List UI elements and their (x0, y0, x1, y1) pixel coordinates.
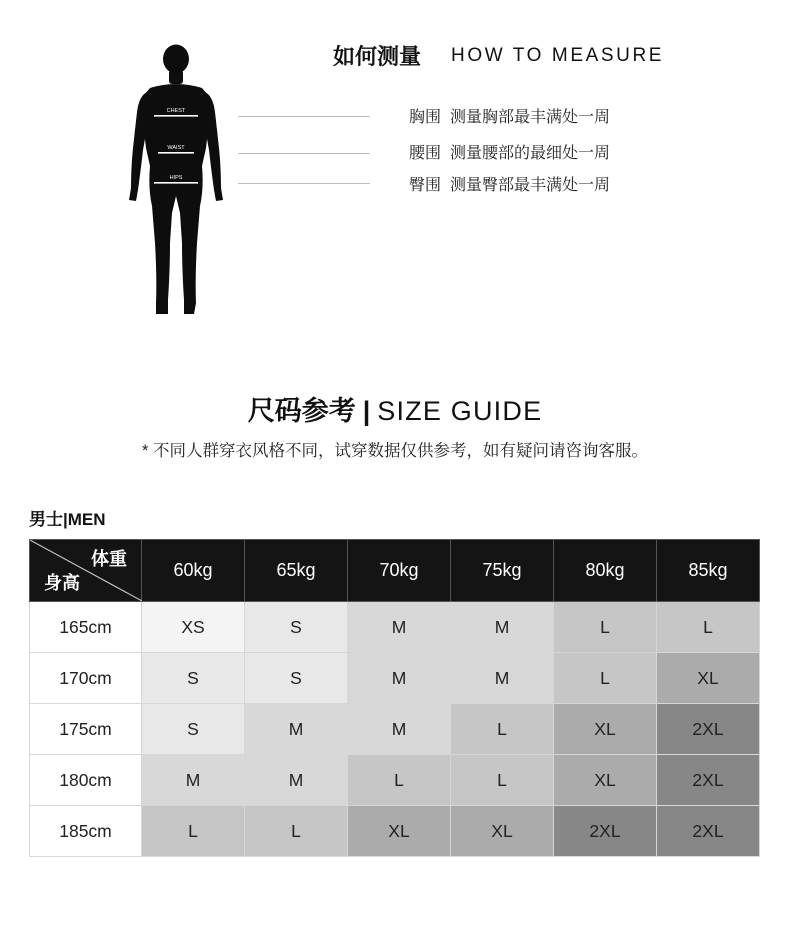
table-row (30, 806, 760, 857)
height-label: 175cm (30, 704, 142, 755)
size-cell: XS (142, 602, 245, 653)
measure-item-name: 胸围 (409, 109, 442, 126)
table-row (30, 653, 760, 704)
corner-height-label: 身高 (44, 573, 80, 593)
size-cell: 2XL (657, 806, 760, 857)
table-row (30, 755, 760, 806)
size-cell: L (348, 755, 451, 806)
height-label: 180cm (30, 755, 142, 806)
size-cell: 2XL (657, 704, 760, 755)
weight-header: 80kg (554, 540, 657, 602)
measure-item-hips (409, 172, 610, 195)
weight-header: 85kg (657, 540, 760, 602)
height-label: 165cm (30, 602, 142, 653)
size-cell: M (451, 653, 554, 704)
weight-header: 70kg (348, 540, 451, 602)
title-separator: | (362, 396, 371, 426)
size-cell: M (348, 602, 451, 653)
height-label: 170cm (30, 653, 142, 704)
table-header-row (30, 540, 760, 602)
table-corner-cell (30, 540, 142, 602)
body-silhouette-icon (110, 38, 240, 320)
size-cell: M (348, 704, 451, 755)
measure-title-en: HOW TO MEASURE (451, 45, 665, 66)
size-cell: L (245, 806, 348, 857)
measure-item-waist (409, 140, 610, 163)
size-cell: 2XL (554, 806, 657, 857)
body-silhouette (110, 38, 240, 320)
size-cell: XL (554, 704, 657, 755)
hips-guide-line (238, 183, 370, 184)
weight-header: 65kg (245, 540, 348, 602)
size-guide-title-cn: 尺码参考 (247, 396, 356, 426)
size-cell: S (245, 602, 348, 653)
measure-item-name: 臀围 (409, 177, 442, 194)
chest-label: CHEST (166, 108, 186, 114)
measure-item-desc: 测量臀部最丰满处一周 (450, 177, 611, 194)
measure-item-desc: 测量胸部最丰满处一周 (450, 109, 611, 126)
size-cell: S (142, 653, 245, 704)
chest-guide-line (238, 116, 370, 117)
table-row (30, 704, 760, 755)
size-cell: XL (657, 653, 760, 704)
size-cell: XL (554, 755, 657, 806)
size-cell: M (451, 602, 554, 653)
size-cell: S (245, 653, 348, 704)
size-cell: L (554, 602, 657, 653)
size-cell: M (245, 755, 348, 806)
size-cell: XL (348, 806, 451, 857)
size-guide-title (0, 389, 790, 428)
weight-header: 75kg (451, 540, 554, 602)
size-cell: L (451, 704, 554, 755)
size-cell: XL (451, 806, 554, 857)
measure-item-desc: 测量腰部的最细处一周 (450, 145, 611, 162)
size-cell: L (554, 653, 657, 704)
size-cell: 2XL (657, 755, 760, 806)
table-row (30, 602, 760, 653)
size-table (29, 539, 760, 857)
size-guide-title-en: SIZE GUIDE (377, 396, 543, 426)
size-cell: M (142, 755, 245, 806)
corner-weight-label: 体重 (91, 549, 127, 569)
measure-item-name: 腰围 (409, 145, 442, 162)
waist-guide-line (238, 153, 370, 154)
size-cell: S (142, 704, 245, 755)
size-cell: M (245, 704, 348, 755)
waist-label: WAIST (167, 145, 185, 151)
size-cell: L (451, 755, 554, 806)
height-label: 185cm (30, 806, 142, 857)
weight-header: 60kg (142, 540, 245, 602)
hips-label: HIPS (169, 175, 183, 181)
measure-title: 如何测量 (333, 44, 422, 69)
size-guide-note: * 不同人群穿衣风格不同，试穿数据仅供参考，如有疑问请咨询客服。 (141, 442, 648, 460)
size-cell: L (142, 806, 245, 857)
size-cell: M (348, 653, 451, 704)
measure-item-chest (409, 104, 610, 127)
size-cell: L (657, 602, 760, 653)
section-label-men: 男士|MEN (29, 510, 106, 529)
